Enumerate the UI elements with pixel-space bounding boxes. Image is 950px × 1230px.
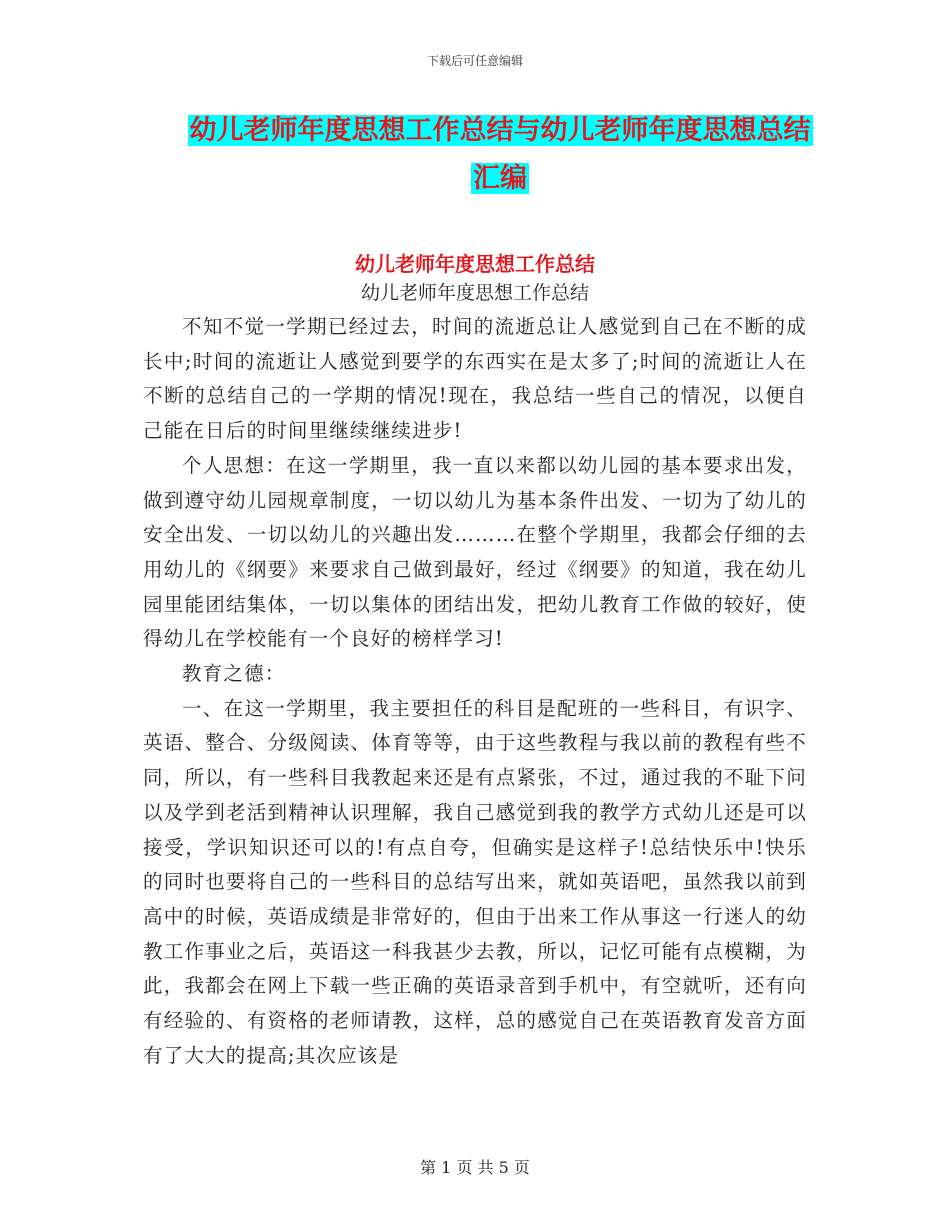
document-title-line-1: 幼儿老师年度思想工作总结与幼儿老师年度思想总结	[189, 115, 811, 146]
paragraph: 教育之德：	[182, 662, 286, 686]
document-title	[150, 107, 850, 203]
section-subtitle: 幼儿老师年度思想工作总结	[360, 282, 589, 304]
paragraph: 不知不觉一学期已经过去，时间的流逝总让人感觉到自己在不断的成长中;时间的流逝让人感觉到要学的东西实在是太多了;时间的流逝让人在不断的总结自己的一学期的情况!现在，我总结一些自己的情况，以便自己能在日后的时间里继续继续进步!	[143, 315, 807, 443]
header-note: 下载后可任意编辑	[426, 54, 523, 68]
section-heading: 幼儿老师年度思想工作总结	[355, 252, 595, 276]
body-text	[143, 310, 807, 1073]
page-number-footer: 第 1 页 共 5 页	[420, 1158, 530, 1177]
paragraph: 个人思想：在这一学期里，我一直以来都以幼儿园的基本要求出发，做到遵守幼儿园规章制度，一切以幼儿为基本条件出发、一切为了幼儿的安全出发、一切以幼儿的兴趣出发………在整个学期里，我都会仔细的去用幼儿的《纲要》来要求自己做到最好，经过《纲要》的知道，我在幼儿园里能团结集体，一切以集体的团结出发，把幼儿教育工作做的较好，使得幼儿在学校能有一个良好的榜样学习!	[143, 453, 807, 651]
document-title-line-2: 汇编	[473, 163, 527, 194]
paragraph: 一、在这一学期里，我主要担任的科目是配班的一些科目，有识字、英语、整合、分级阅读、体育等等，由于这些教程与我以前的教程有些不同，所以，有一些科目我教起来还是有点紧张，不过，通过我的不耻下问以及学到老活到精神认识理解，我自己感觉到我的教学方式幼儿还是可以接受，学识知识还可以的!有点自夸，但确实是这样子!总结快乐中!快乐的同时也要将自己的一些科目的总结写出来，就如英语吧，虽然我以前到高中的时候，英语成绩是非常好的，但由于出来工作从事这一行迷人的幼教工作事业之后，英语这一科我甚少去教，所以，记忆可能有点模糊，为此，我都会在网上下载一些正确的英语录音到手机中，有空就听，还有向有经验的、有资格的老师请教，这样，总的感觉自己在英语教育发音方面有了大大的提高;其次应该是	[143, 696, 807, 1067]
